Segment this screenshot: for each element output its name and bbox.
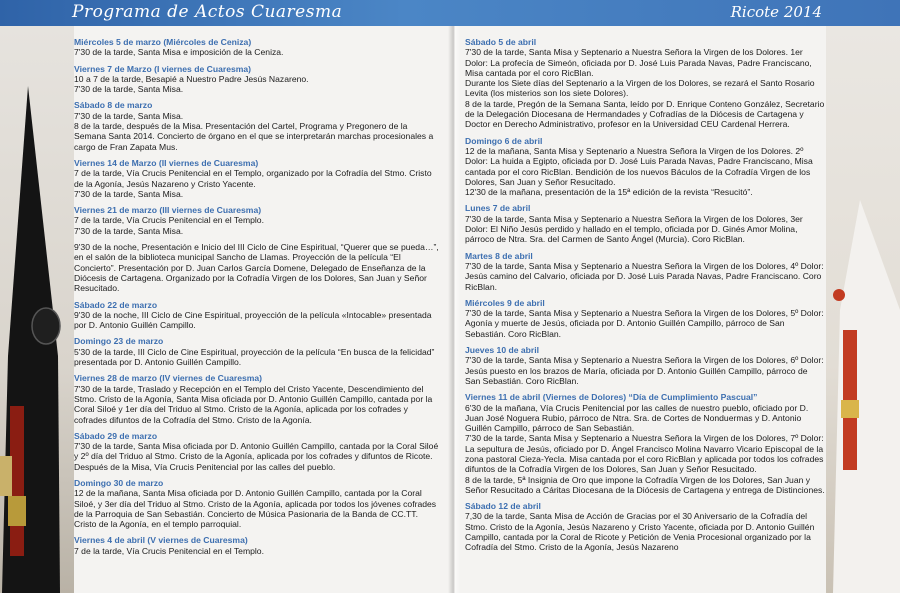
- event: [465, 298, 825, 339]
- event-date: Sábado 29 de marzo: [74, 430, 158, 441]
- event: [74, 100, 440, 151]
- event: [74, 431, 440, 472]
- event: [74, 336, 440, 367]
- event: [465, 251, 825, 292]
- event-date: Viernes 7 de Marzo (I viernes de Cuaresma): [74, 63, 252, 74]
- event: [74, 158, 440, 199]
- event: [465, 136, 825, 198]
- event-line: 8 de la tarde, 5ª Insignia de Oro que impone la Cofradía Virgen de los Dolores, San Juan y Señor Resucitado a Cáritas Diocesana de la Diócesis de Cartagena y entrega de Distinciones.: [465, 474, 825, 495]
- event-line: 7'30 de la tarde, Santa Misa.: [74, 225, 184, 236]
- event: [465, 37, 825, 130]
- event-date: Domingo 30 de marzo: [74, 477, 164, 488]
- event-line: 7'30 de la tarde, Santa Misa.: [74, 110, 184, 121]
- event-date: Sábado 8 de marzo: [74, 100, 153, 111]
- event-line: 9'30 de la noche, III Ciclo de Cine Espiritual, proyección de la película «Intocable» presentada por D. Antonio Guillén Campillo.: [74, 309, 432, 331]
- event-line: 12 de la mañana, Santa Misa y Septenario a Nuestra Señora la Virgen de los Dolores. 2º Dolor: La huida a Egipto, oficiada por D. José Luis Parada Navas, Padre Franciscano, Misa cantada por el coro RicBlan. Bendición de los nuevos Báculos de la Cofradía Virgen de los Dolores, San Juan y Señor Resucitado.: [465, 145, 813, 187]
- event-line: 7'30 de la tarde, Santa Misa.: [74, 188, 184, 199]
- event-line: 7'30 de la tarde, Santa Misa y Septenario a Nuestra Señora la Virgen de los Dolores, 4º Dolor: Jesús camino del Calvario, oficiada por D. José Luis Parada Navas, Padre Franciscano. Coro RicBlan.: [465, 260, 824, 292]
- event-line: 6'30 de la mañana, Vía Crucis Penitencial por las calles de nuestro pueblo, oficiado por D. Juan José Noguera Rubio, párroco de Ntra. Sra. de Cortes de Nonduermas y D. Antonio Guillén Campillo, párroco de San Sebastián.: [465, 402, 809, 434]
- event-line: 7'30 de la tarde, Santa Misa y Septenario a Nuestra Señora la Virgen de los Dolores, 6º Dolor: Jesús puesto en los brazos de María, oficiada por D. Antonio Guillén Campillo, párroco de San Sebastián. Coro RicBlan.: [465, 355, 824, 386]
- event-date: Miércoles 9 de abril: [465, 297, 545, 308]
- event-date: Jueves 10 de abril: [465, 345, 540, 356]
- event-date: Sábado 22 de marzo: [74, 299, 158, 310]
- header-year: Ricote 2014: [730, 3, 822, 21]
- header-bar: [0, 0, 900, 26]
- event: [465, 501, 825, 552]
- event: [74, 242, 440, 293]
- event-line: 12'30 de la mañana, presentación de la 15ª edición de la revista “Resucitó”.: [465, 187, 753, 198]
- event-line: 7 de la tarde, Vía Crucis Penitencial en el Templo, organizado por la Cofradía del Stmo. Cristo de la Agonía, Jesús Nazareno y Cristo Yacente.: [74, 168, 432, 189]
- event: [465, 392, 825, 495]
- event: [465, 345, 825, 386]
- event: [74, 37, 440, 58]
- event-line: 12 de la mañana, Santa Misa oficiada por D. Antonio Guillén Campillo, cantada por la Coral Siloé, y 3er día del Triduo al Stmo. Cristo de la Agonía, aplicada por todos los jóvenes cofrades de la Parroquia de San Sebastián. Concierto de Música Pasionaria de la Banda de CC.TT. Cristo de la Agonía, en el templo parroquial.: [74, 488, 437, 530]
- event-date: Viernes 11 de abril (Viernes de Dolores) “Día de Cumplimiento Pascual”: [465, 392, 758, 403]
- event-line: 7'30 de la tarde, Santa Misa y Septenario a Nuestra Señora la Virgen de los Dolores, 7º Dolor: La sepultura de Jesús, oficiado por D. Ángel Francisco Molina Navarro Vicario Episcopal de la zona pastoral Cieza-Yecla. Misa cantada por el coro RicBlan y aplicada por todos los cofrades difuntos de la Cofradía Virgen de los Dolores, San Juan y Señor Resucitado.: [465, 433, 824, 475]
- event-line: 5'30 de la tarde, III Ciclo de Cine Espiritual, proyección de la película “En busca de la felicidad” presentada por D. Antonio Guillén Campillo.: [74, 346, 435, 368]
- event-date: Lunes 7 de abril: [465, 203, 531, 214]
- page-fold: [448, 26, 460, 593]
- event-line: 8 de la tarde, después de la Misa. Presentación del Cartel, Programa y Pregonero de la Semana Santa 2014. Concierto de órgano en el que se interpretarán marchas procesionales a cargo de Fran Zapata Mus.: [74, 121, 434, 152]
- event: [465, 203, 825, 244]
- event: [74, 373, 440, 424]
- event: [74, 535, 440, 556]
- event-line: Después de la Misa, Vía Crucis Penitencial por las calles del pueblo.: [74, 461, 336, 472]
- event: [74, 205, 440, 236]
- event-date: Viernes 4 de abril (V viernes de Cuaresma): [74, 535, 248, 546]
- event-date: Sábado 5 de abril: [465, 37, 537, 47]
- event-line: 8 de la tarde, Pregón de la Semana Santa, leído por D. Enrique Conteno González, Secretario de la Delegación Diocesana de Hermandades y Cofradías de la Diócesis de Cartagena y Doctor en Derecho Administrativo, profesor en la Universidad CEU Cardenal Herrera.: [465, 98, 825, 130]
- header-title: Programa de Actos Cuaresma: [72, 2, 343, 22]
- event-line: 7'30 de la tarde, Traslado y Recepción en el Templo del Cristo Yacente, Descendimiento del Stmo. Cristo de la Agonía, Santa Misa oficiada por D. Antonio Guillén Campillo, cantada por la Coral Siloé y 1er día del Triduo al Stmo. Cristo de la Agonía, aplicada por los cofrades y cofrades difuntos de la Cofradía del Stmo. Cristo de la Agonía.: [74, 383, 433, 425]
- right-column: [465, 37, 825, 593]
- event-line: 7 de la tarde, Vía Crucis Penitencial en el Templo.: [74, 545, 264, 556]
- event-line: Durante los Siete días del Septenario a la Virgen de los Dolores, se rezará el Santo Rosario Levita (los misterios son los siete Dolores).: [465, 78, 815, 99]
- event-line: 7'30 de la tarde, Santa Misa e imposición de la Ceniza.: [74, 47, 284, 58]
- event: [74, 300, 440, 331]
- event-line: 7'30 de la tarde, Santa Misa y Septenario a Nuestra Señora la Virgen de los Dolores, 5º Dolor: Agonía y muerte de Jesús, oficiada por D. Antonio Guillén Campillo, párroco de San Sebastián. Coro RicBlan.: [465, 308, 824, 339]
- event: [74, 478, 440, 529]
- event-line: 7,30 de la tarde, Santa Misa de Acción de Gracias por el 30 Aniversario de la Cofradía del Stmo. Cristo de la Agonía, Jesús Nazareno y Cristo Yacente, oficiada por D. Antonio Guillén Campillo, cantada por la Coral de Ricote y Petición de Venia Procesional organizado por la Cofradía del Stmo. Cristo de la Agonía, Jesús Nazareno: [465, 511, 815, 553]
- event-date: Domingo 6 de abril: [465, 135, 543, 146]
- event-date: Viernes 21 de marzo (III viernes de Cuaresma): [74, 205, 262, 216]
- event-date: Viernes 14 de Marzo (II viernes de Cuaresma): [74, 157, 259, 168]
- event-date: Domingo 23 de marzo: [74, 336, 164, 347]
- event: [74, 64, 440, 95]
- event-date: Martes 8 de abril: [465, 250, 533, 261]
- event-date: Viernes 28 de marzo (IV viernes de Cuaresma): [74, 373, 263, 384]
- event-line: 9'30 de la noche, Presentación e Inicio del III Ciclo de Cine Espiritual, “Querer que se pueda…”, en el salón de la biblioteca municipal Sancho de Llamas. Proyección de la película “El Concierto”. Presentación por D. Juan Carlos García Domene, Delegado de Enseñanza de la Diócesis de Cartagena. Organizado por la Cofradía Virgen de los Dolores, San Juan y Señor Resucitado.: [74, 242, 439, 294]
- event-line: 7'30 de la tarde, Santa Misa oficiada por D. Antonio Guillén Campillo, cantada por la Coral Siloé y 2º día del Triduo al Stmo. Cristo de la Agonía, aplicada por los cofrades y difuntos de Ricote.: [74, 441, 439, 462]
- event-line: 7'30 de la tarde, Santa Misa y Septenario a Nuestra Señora la Virgen de los Dolores, 3er Dolor: El Niño Jesús perdido y hallado en el templo, oficiada por D. Ginés Amor Molina, párroco de Ntra. Sra. del Carmen de Santo Ángel (Murcia). Coro RicBlan.: [465, 213, 803, 245]
- event-line: 7'30 de la tarde, Santa Misa.: [74, 84, 184, 95]
- event-date: Sábado 12 de abril: [465, 501, 541, 512]
- event-line: 7'30 de la tarde, Santa Misa y Septenario a Nuestra Señora la Virgen de los Dolores. 1er Dolor: La profecía de Simeón, oficiada por D. José Luis Parada Navas, Padre Franciscano, Misa cantada por el coro RicBlan.: [465, 47, 812, 78]
- nazareno-figure-left: [0, 26, 76, 593]
- event-line: 7 de la tarde, Vía Crucis Penitencial en el Templo.: [74, 215, 264, 226]
- event-date: Miércoles 5 de marzo (Miércoles de Ceniza): [74, 37, 252, 47]
- left-column: [74, 37, 440, 593]
- event-line: 10 a 7 de la tarde, Besapié a Nuestro Padre Jesús Nazareno.: [74, 73, 309, 84]
- nazareno-figure-right: [815, 200, 900, 593]
